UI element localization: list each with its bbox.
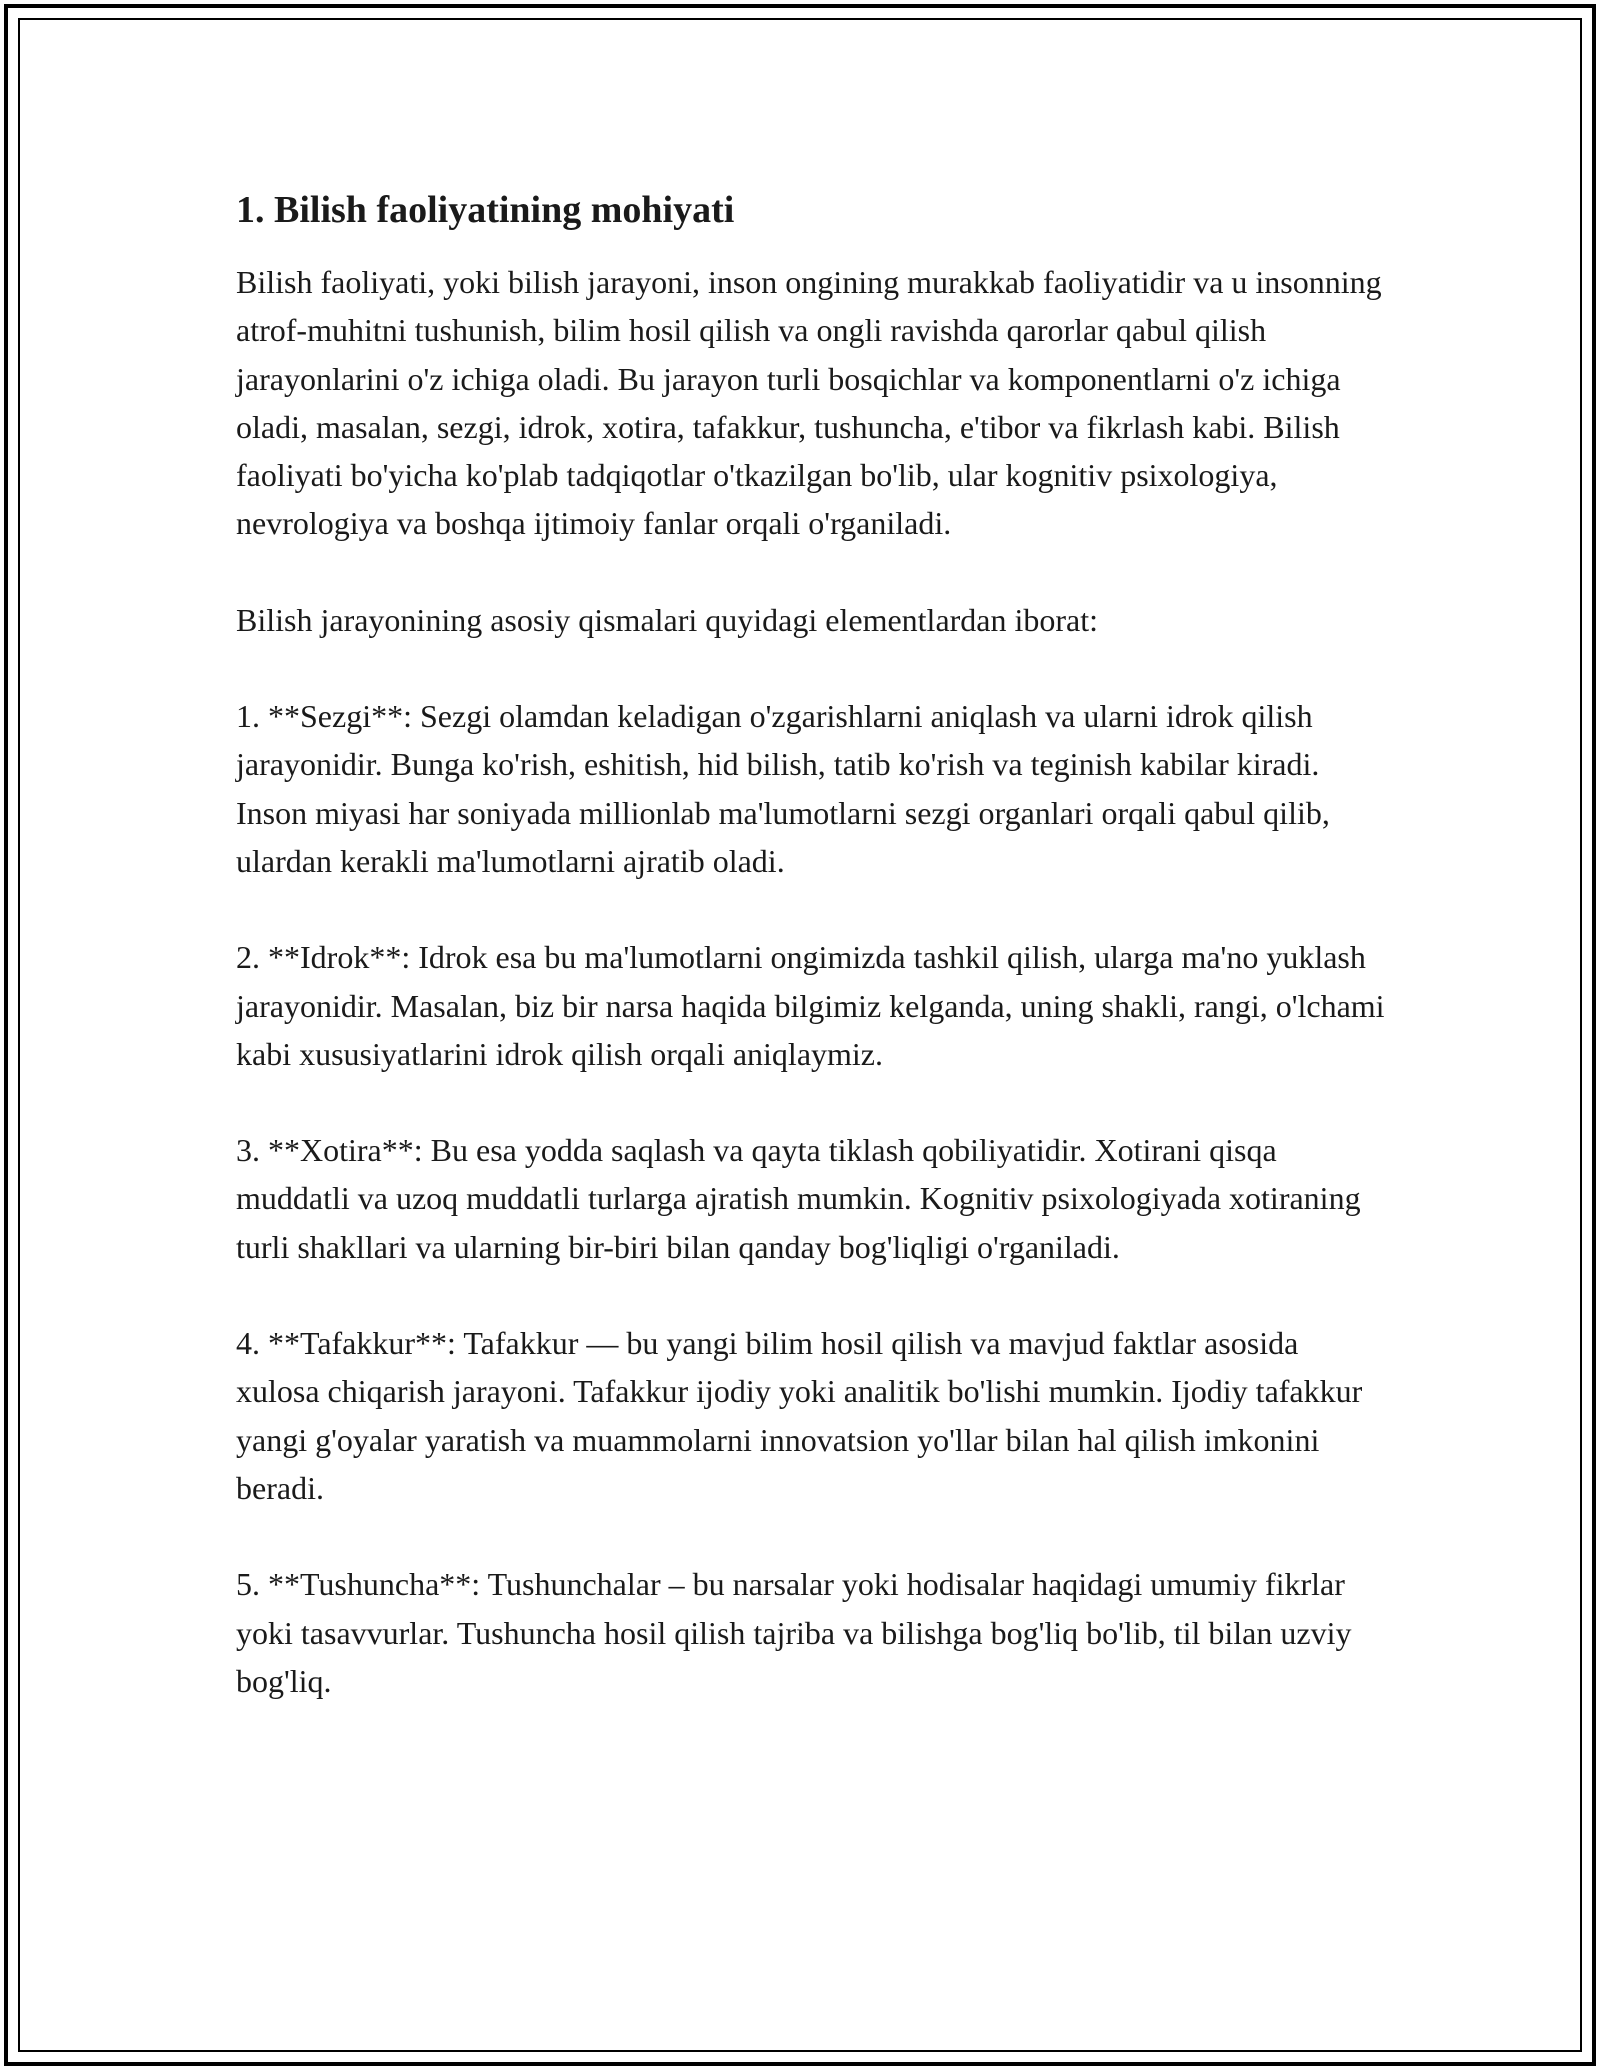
document-title: 1. Bilish faoliyatining mohiyati xyxy=(236,189,735,231)
intro-paragraph: Bilish faoliyati, yoki bilish jarayoni, inson ongining murakkab faoliyatidir va u insonning atrof-muhitni tushunish, bilim hosil qilish va ongli ravishda qarorlar qabul qilish jarayonlarini o'z ichiga oladi. Bu jarayon turli bosqichlar va komponentlarni o'z ichiga oladi, masalan, sezgi, idrok, xotira, tafakkur, tushuncha, e'tibor va fikrlash kabi. Bilish faoliyati bo'yicha ko'plab tadqiqotlar o'tkazilgan bo'lib, ular kognitiv psixologiya, nevrologiya va boshqa ijtimoiy fanlar orqali o'rganiladi. xyxy=(236,264,1382,542)
list-item-idrok: 2. **Idrok**: Idrok esa bu ma'lumotlarni ongimizda tashkil qilish, ularga ma'no yuklash jarayonidir. Masalan, biz bir narsa haqida bilgimiz kelganda, uning shakli, rangi, o'lchami kabi xususiyatlarini idrok qilish orqali aniqlaymiz. xyxy=(236,939,1385,1072)
list-intro-paragraph: Bilish jarayonining asosiy qismalari quyidagi elementlardan iborat: xyxy=(236,601,1099,638)
document-body xyxy=(236,186,1386,1753)
list-item-tushuncha: 5. **Tushuncha**: Tushunchalar – bu narsalar yoki hodisalar haqidagi umumiy fikrlar yoki tasavvurlar. Tushuncha hosil qilish tajriba va bilishga bog'liq bo'lib, til bilan uzviy bog'liq. xyxy=(236,1566,1352,1699)
list-item-tafakkur: 4. **Tafakkur**: Tafakkur — bu yangi bilim hosil qilish va mavjud faktlar asosida xulosa chiqarish jarayoni. Tafakkur ijodiy yoki analitik bo'lishi mumkin. Ijodiy tafakkur yangi g'oyalar yaratish va muammolarni innovatsion yo'llar bilan hal qilish imkonini beradi. xyxy=(236,1325,1363,1506)
list-item-xotira: 3. **Xotira**: Bu esa yodda saqlash va qayta tiklash qobiliyatidir. Xotirani qisqa muddatli va uzoq muddatli turlarga ajratish mumkin. Kognitiv psixologiyada xotiraning turli shakllari va ularning bir-biri bilan qanday bog'liqligi o'rganiladi. xyxy=(236,1132,1361,1265)
list-item-sezgi: 1. **Sezgi**: Sezgi olamdan keladigan o'zgarishlarni aniqlash va ularni idrok qilish jarayonidir. Bunga ko'rish, eshitish, hid bilish, tatib ko'rish va teginish kabilar kiradi. Inson miyasi har soniyada millionlab ma'lumotlarni sezgi organlari orqali qabul qilib, ulardan kerakli ma'lumotlarni ajratib oladi. xyxy=(236,698,1330,879)
